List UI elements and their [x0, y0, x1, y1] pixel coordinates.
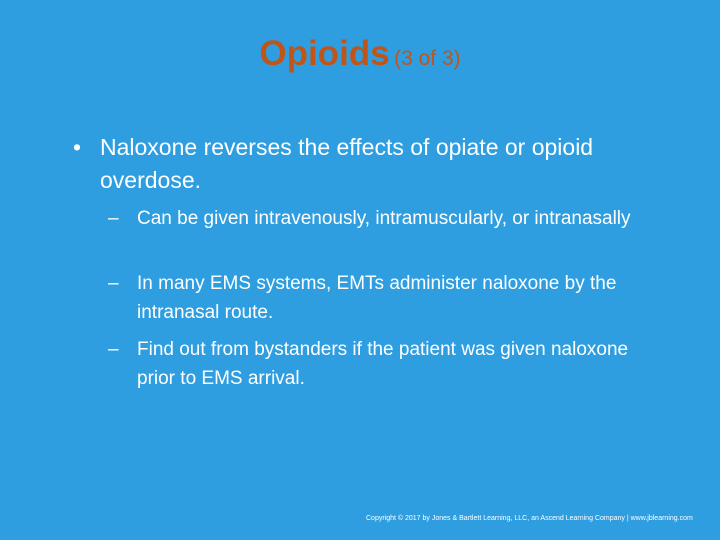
sub-bullet-text: Can be given intravenously, intramuscularly, or intranasally [137, 208, 631, 229]
sub-bullet-marker: – [108, 208, 119, 229]
slide-title-sub: (3 of 3) [394, 47, 461, 70]
sub-bullet-marker: – [108, 273, 119, 294]
bullet-text: Naloxone reverses the effects of opiate or opioid overdose. [100, 134, 594, 193]
sub-bullet-text: In many EMS systems, EMTs administer naloxone by the intranasal route. [137, 273, 617, 323]
copyright-footer: Copyright © 2017 by Jones & Bartlett Learning, LLC, an Ascend Learning Company | www.jblearning.com [366, 515, 693, 522]
bullet-marker: • [73, 134, 82, 160]
sub-bullet-marker: – [108, 339, 119, 360]
slide-title-main: Opioids [259, 34, 390, 73]
sub-bullet-text: Find out from bystanders if the patient was given naloxone prior to EMS arrival. [137, 339, 629, 389]
